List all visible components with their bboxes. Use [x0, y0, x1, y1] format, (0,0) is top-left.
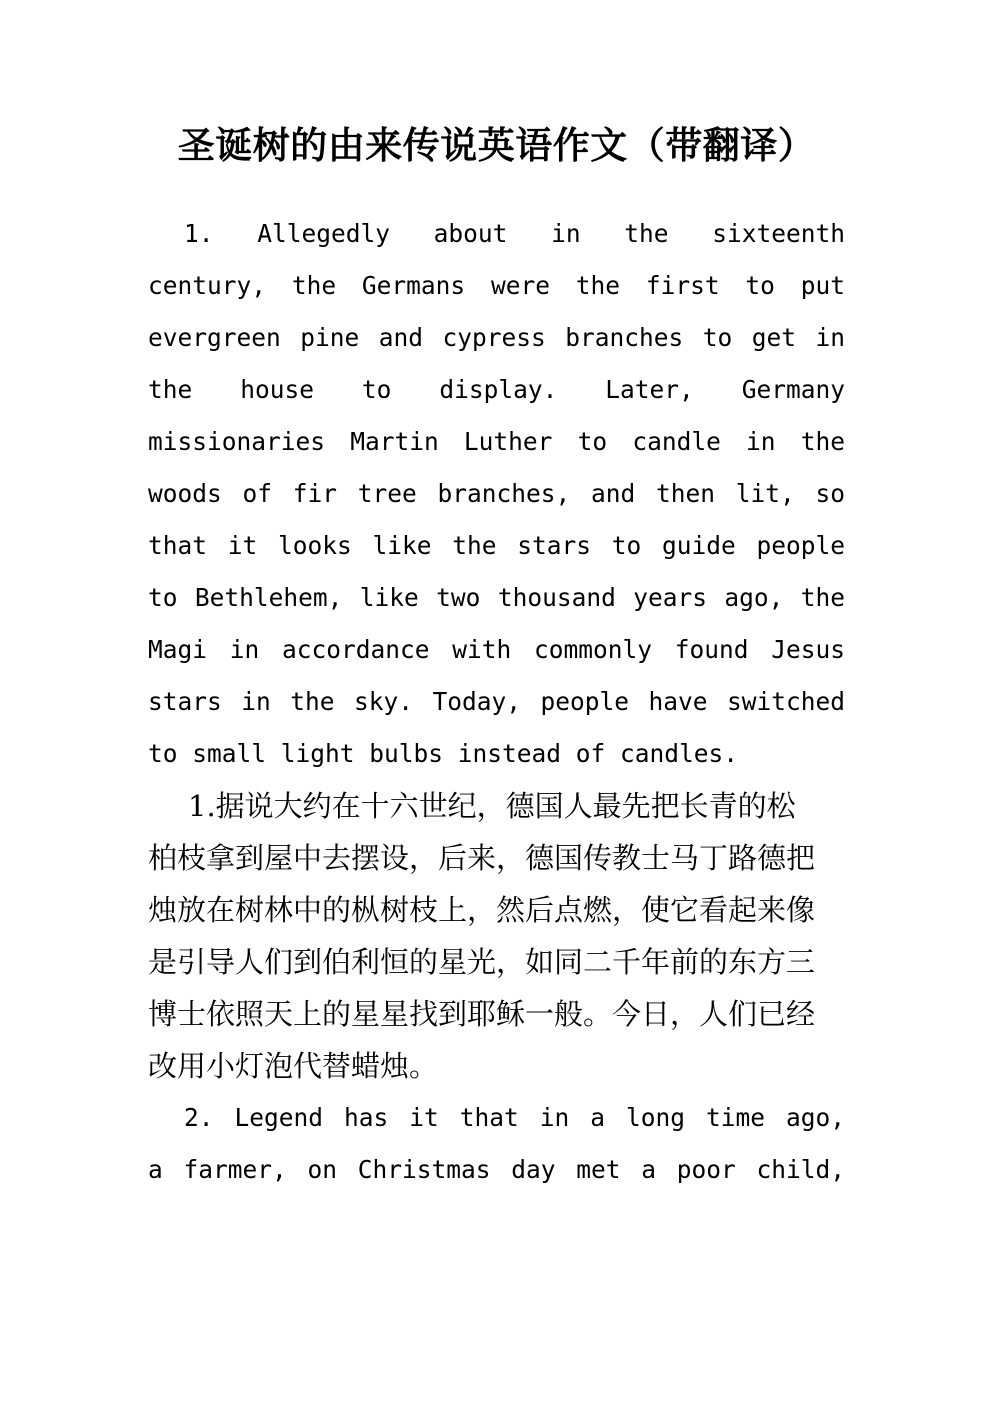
text-line: evergreen pine and cypress branches to get in — [148, 323, 845, 352]
text-line: 是引导人们到伯利恒的星光，如同二千年前的东方三 — [148, 945, 816, 979]
text-line: missionaries Martin Luther to candle in the — [148, 427, 845, 456]
text-line: woods of fir tree branches, and then lit, so — [148, 479, 845, 508]
text-line: 1.据说大约在十六世纪，德国人最先把长青的松 — [188, 789, 796, 823]
paragraph-text — [148, 1092, 845, 1196]
paragraph-1-english — [148, 208, 845, 780]
paragraph-2-english — [148, 1092, 845, 1196]
text-line: 1. Allegedly about in the sixteenth — [184, 219, 845, 248]
text-line: Magi in accordance with commonly found Jesus — [148, 635, 845, 664]
paragraph-text — [148, 780, 845, 1092]
text-line: to small light bulbs instead of candles. — [148, 739, 739, 768]
text-line: a farmer, on Christmas day met a poor child, — [148, 1155, 845, 1184]
text-line: 博士依照天上的星星找到耶稣一般。今日，人们已经 — [148, 997, 816, 1031]
text-line: 改用小灯泡代替蜡烛。 — [148, 1049, 439, 1083]
text-line: the house to display. Later, Germany — [148, 375, 845, 404]
text-line: that it looks like the stars to guide people — [148, 531, 845, 560]
paragraph-1-chinese — [148, 780, 845, 1092]
page-title: 圣诞树的由来传说英语作文（带翻译） — [177, 124, 816, 167]
text-line: stars in the sky. Today, people have switched — [148, 687, 845, 716]
text-line: 柏枝拿到屋中去摆设，后来，德国传教士马丁路德把 — [148, 841, 816, 875]
paragraph-text — [148, 208, 845, 780]
text-line: 2. Legend has it that in a long time ago, — [184, 1103, 845, 1132]
text-line: century, the Germans were the first to put — [148, 271, 845, 300]
text-line: 烛放在树林中的枞树枝上，然后点燃，使它看起来像 — [148, 893, 816, 927]
text-line: to Bethlehem, like two thousand years ago, the — [148, 583, 845, 612]
